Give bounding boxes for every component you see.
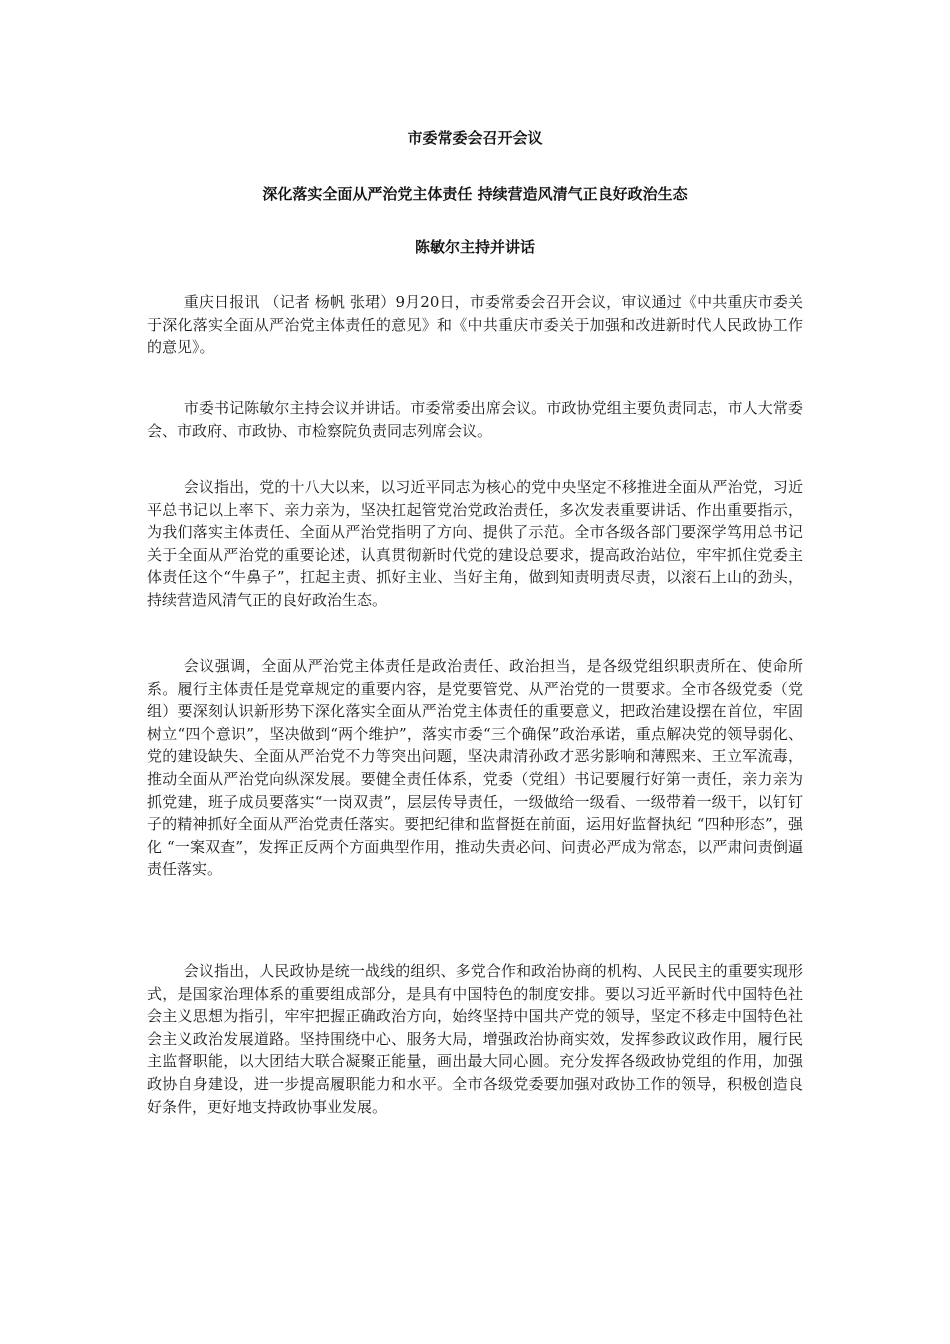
paragraph-2: 市委书记陈敏尔主持会议并讲话。市委常委出席会议。市政协党组主要负责同志，市人大常委会、市政府、市政协、市检察院负责同志列席会议。	[147, 399, 803, 440]
document-title: 市委常委会召开会议	[407, 129, 543, 147]
document-subtitle: 深化落实全面从严治党主体责任 持续营造风清气正良好政治生态	[262, 185, 688, 203]
document-byline: 陈敏尔主持并讲话	[414, 238, 535, 256]
paragraph-3: 会议指出，党的十八大以来，以习近平同志为核心的党中央坚定不移推进全面从严治党，习近平总书记以上率下、亲力亲为，坚决扛起管党治党政治责任，多次发表重要讲话、作出重要指示，为我们落实主体责任、全面从严治党指明了方向、提供了示范。全市各级各部门要深学笃用总书记关于全面从严治党的重要论述，认真贯彻新时代党的建设总要求，提高政治站位，牢牢抓住党委主体责任这个“牛鼻子”，扛起主责、抓好主业、当好主角，做到知责明责尽责，以滚石上山的劲头，持续营造风清气正的良好政治生态。	[147, 478, 803, 609]
paragraph-4: 会议强调，全面从严治党主体责任是政治责任、政治担当，是各级党组织职责所在、使命所系。履行主体责任是党章规定的重要内容，是党要管党、从严治党的一贯要求。全市各级党委（党组）要深刻认识新形势下深化落实全面从严治党主体责任的重要意义，把政治建设摆在首位，牢固树立“四个意识”，坚决做到“两个维护”，落实市委“三个确保”政治承诺，重点解决党的领导弱化、党的建设缺失、全面从严治党不力等突出问题，坚决肃清孙政才恶劣影响和薄熙来、王立军流毒，推动全面从严治党向纵深发展。要健全责任体系，党委（党组）书记要履行好第一责任，亲力亲为抓党建，班子成员要落实“一岗双责”，层层传导责任，一级做给一级看、一级带着一级干，以钉钉子的精神抓好全面从严治党责任落实。要把纪律和监督挺在前面，运用好监督执纪 “四种形态”，强化 “一案双查”，发挥正反两个方面典型作用，推动失责必问、问责必严成为常态，以严肃问责倒逼责任落实。	[147, 657, 803, 879]
paragraph-5: 会议指出，人民政协是统一战线的组织、多党合作和政治协商的机构、人民民主的重要实现形式，是国家治理体系的重要组成部分，是具有中国特色的制度安排。要以习近平新时代中国特色社会主义思想为指引，牢牢把握正确政治方向，始终坚持中国共产党的领导，坚定不移走中国特色社会主义政治发展道路。坚持围绕中心、服务大局，增强政治协商实效，发挥参政议政作用，履行民主监督职能，以大团结大联合凝聚正能量，画出最大同心圆。充分发挥各级政协党组的作用，加强政协自身建设，进一步提高履职能力和水平。全市各级党委要加强对政协工作的领导，积极创造良好条件，更好地支持政协事业发展。	[147, 962, 803, 1116]
paragraph-1: 重庆日报讯 （记者 杨帆 张珺）9月20日，市委常委会召开会议，审议通过《中共重庆市委关于深化落实全面从严治党主体责任的意见》和《中共重庆市委关于加强和改进新时代人民政协工作的意见》。	[147, 293, 803, 357]
